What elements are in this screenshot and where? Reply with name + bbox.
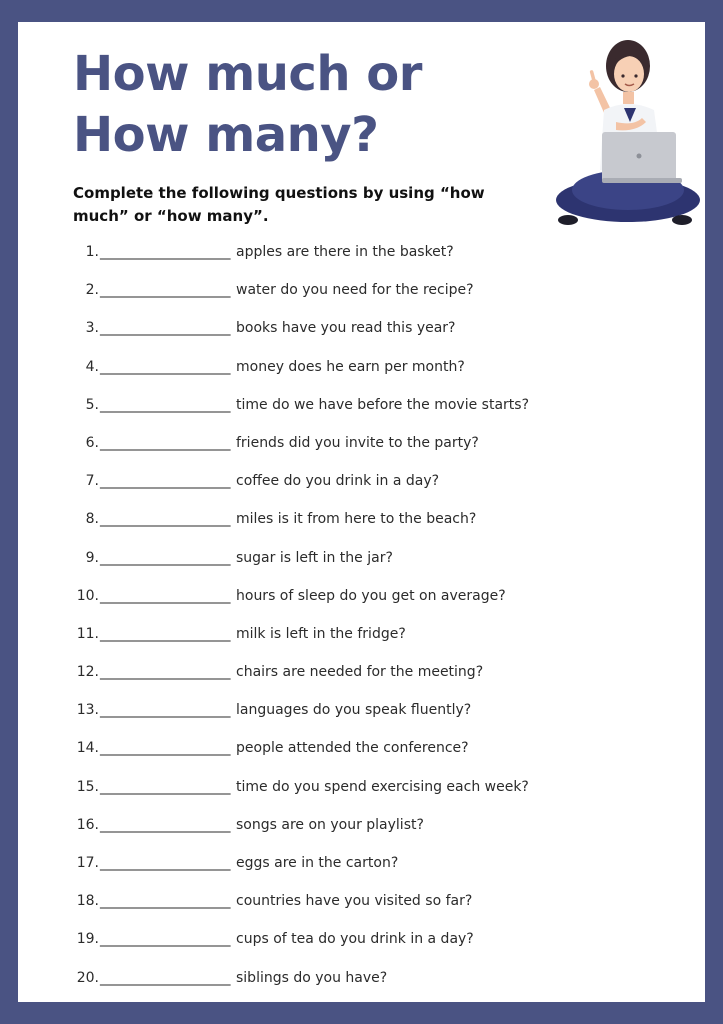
question-item [63, 702, 529, 740]
question-item [63, 740, 529, 778]
answer-blank[interactable]: ____________________ [100, 549, 230, 566]
question-item [63, 511, 529, 549]
question-text: hours of sleep do you get on average? [236, 587, 506, 604]
question-item [63, 931, 529, 969]
question-item [63, 664, 529, 702]
question-number: 10. [76, 587, 99, 604]
instructions: Complete the following questions by using “how much” or “how many”. [73, 184, 485, 225]
question-item [63, 244, 529, 282]
question-number: 1. [85, 244, 99, 260]
question-item [63, 817, 529, 855]
question-number: 3. [85, 320, 99, 337]
question-number: 2. [85, 282, 99, 299]
answer-blank[interactable]: ____________________ [100, 702, 230, 719]
answer-blank[interactable]: ____________________ [100, 778, 230, 795]
question-text: apples are there in the basket? [236, 244, 454, 260]
question-number: 5. [85, 396, 99, 413]
question-number: 12. [76, 664, 99, 681]
question-number: 8. [85, 511, 99, 528]
question-number: 18. [76, 893, 99, 910]
question-text: songs are on your playlist? [236, 816, 424, 833]
question-text: siblings do you have? [236, 969, 388, 986]
question-number: 13. [76, 702, 99, 719]
worksheet-page [18, 22, 705, 1002]
answer-blank[interactable]: ____________________ [100, 969, 230, 986]
girl-with-laptop-illustration [550, 30, 700, 230]
question-item [63, 626, 529, 664]
question-number: 7. [85, 473, 99, 490]
question-text: people attended the conference? [236, 740, 469, 757]
answer-blank[interactable]: ____________________ [100, 587, 230, 604]
question-item [63, 473, 529, 511]
question-number: 6. [85, 434, 99, 451]
question-text: money does he earn per month? [236, 358, 465, 375]
answer-blank[interactable]: ____________________ [100, 740, 230, 757]
question-number: 4. [85, 358, 99, 375]
question-number: 9. [85, 549, 99, 566]
question-number: 16. [76, 816, 99, 833]
question-text: books have you read this year? [236, 320, 456, 337]
question-text: friends did you invite to the party? [236, 434, 479, 451]
answer-blank[interactable]: ____________________ [100, 473, 230, 490]
question-item [63, 588, 529, 626]
answer-blank[interactable]: ____________________ [100, 282, 230, 299]
title-line-2: How many? [73, 107, 379, 163]
title-line-1: How much or [73, 46, 422, 102]
answer-blank[interactable]: ____________________ [100, 855, 230, 871]
question-text: cups of tea do you drink in a day? [236, 931, 474, 948]
answer-blank[interactable]: ____________________ [100, 244, 230, 260]
answer-blank[interactable]: ____________________ [100, 358, 230, 375]
question-text: eggs are in the carton? [236, 855, 399, 871]
question-number: 20. [76, 969, 99, 986]
question-item [63, 550, 529, 588]
answer-blank[interactable]: ____________________ [100, 664, 230, 681]
answer-blank[interactable]: ____________________ [100, 396, 230, 413]
question-text: time do you spend exercising each week? [236, 778, 529, 795]
question-text: countries have you visited so far? [236, 893, 473, 910]
question-text: milk is left in the fridge? [236, 625, 406, 642]
question-number: 15. [76, 778, 99, 795]
answer-blank[interactable]: ____________________ [100, 931, 230, 948]
question-text: miles is it from here to the beach? [236, 511, 477, 528]
answer-blank[interactable]: ____________________ [100, 511, 230, 528]
question-number: 11. [76, 625, 99, 642]
question-item [63, 893, 529, 931]
question-item [63, 855, 529, 893]
question-text: time do we have before the movie starts? [236, 396, 530, 413]
page-title [73, 44, 493, 166]
question-item [63, 970, 529, 1002]
question-item [63, 359, 529, 397]
question-text: sugar is left in the jar? [236, 549, 393, 566]
question-item [63, 397, 529, 435]
question-text: languages do you speak fluently? [236, 702, 472, 719]
question-item [63, 779, 529, 817]
answer-blank[interactable]: ____________________ [100, 893, 230, 910]
question-number: 19. [76, 931, 99, 948]
answer-blank[interactable]: ____________________ [100, 625, 230, 642]
question-list [63, 244, 529, 1002]
question-text: coffee do you drink in a day? [236, 473, 440, 490]
question-number: 14. [76, 740, 99, 757]
question-item [63, 320, 529, 358]
question-item [63, 282, 529, 320]
question-number: 17. [76, 855, 99, 871]
question-item [63, 435, 529, 473]
answer-blank[interactable]: ____________________ [100, 320, 230, 337]
question-text: chairs are needed for the meeting? [236, 664, 484, 681]
answer-blank[interactable]: ____________________ [100, 816, 230, 833]
answer-blank[interactable]: ____________________ [100, 434, 230, 451]
question-text: water do you need for the recipe? [236, 282, 474, 299]
